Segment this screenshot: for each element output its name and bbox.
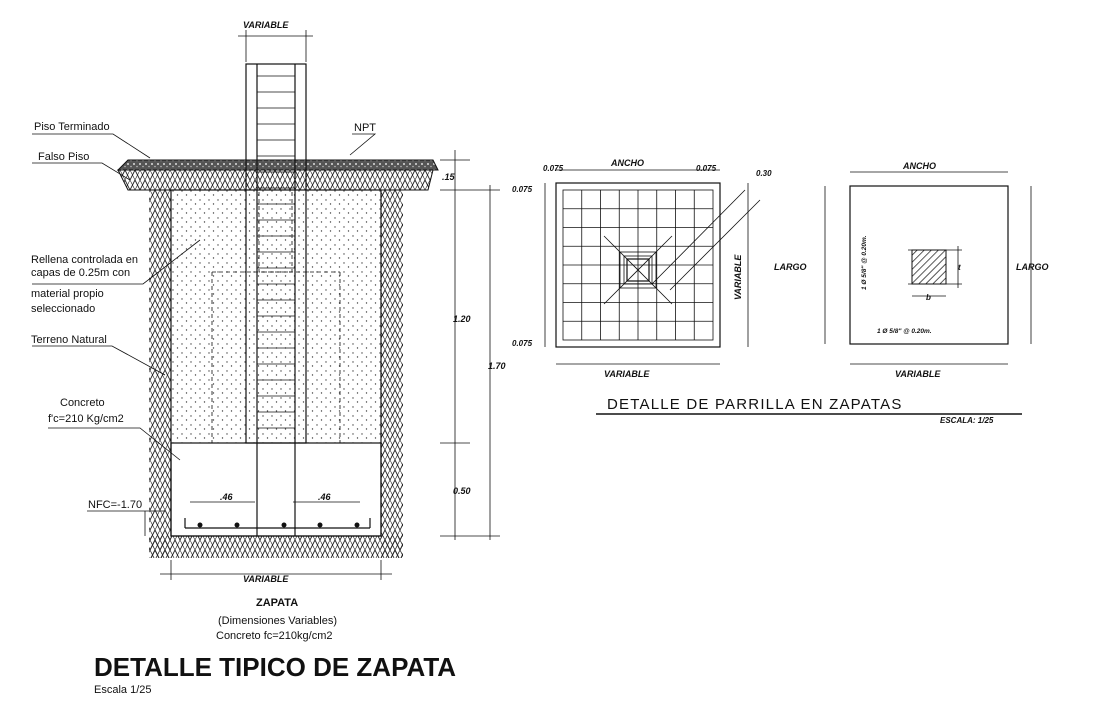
grid-variable-right: VARIABLE <box>733 254 743 300</box>
label-relleno-4: seleccionado <box>31 303 96 315</box>
grid-dim-0075-l2: 0.075 <box>512 339 533 348</box>
main-scale: Escala 1/25 <box>94 684 152 696</box>
dim-b: b <box>926 293 931 302</box>
rebar-grid <box>563 190 713 340</box>
grid-dim-0075-l1: 0.075 <box>512 185 533 194</box>
footing-bars-horizontal: 1 Ø 5/8" @ 0.20m. <box>877 328 932 335</box>
dim-015: .15 <box>442 172 455 182</box>
dim-170: 1.70 <box>488 361 506 371</box>
label-npt: NPT <box>354 122 376 134</box>
dim-bar-left: .46 <box>220 492 233 502</box>
grid-plan <box>512 158 772 379</box>
caption-line1: (Dimensiones Variables) <box>218 615 338 627</box>
label-relleno-3: material propio <box>31 288 104 300</box>
concrete-footing <box>171 443 381 536</box>
footing-variable-bottom: VARIABLE <box>895 369 941 379</box>
falso-piso-slab <box>118 170 433 190</box>
soil-left <box>149 190 171 558</box>
label-relleno-1: Rellena controlada en <box>31 254 139 266</box>
dim-050: 0.50 <box>453 486 471 496</box>
dim-bar-right: .46 <box>318 492 331 502</box>
dim-t: t <box>958 263 961 272</box>
grid-dim-0075-tl: 0.075 <box>543 164 564 173</box>
grid-detail-scale: ESCALA: 1/25 <box>940 416 994 425</box>
dim-bottom-variable: VARIABLE <box>243 574 289 584</box>
footing-plan <box>774 161 1049 379</box>
grid-detail-title: DETALLE DE PARRILLA EN ZAPATAS <box>607 396 903 413</box>
column-section-hatched <box>912 250 946 284</box>
footing-ancho: ANCHO <box>903 161 936 171</box>
piso-terminado-slab <box>118 160 438 170</box>
footing-bars-vertical: 1 Ø 5/8" @ 0.20m. <box>861 235 868 290</box>
footing-largo-left: LARGO <box>774 262 807 272</box>
grid-variable-bottom: VARIABLE <box>604 369 650 379</box>
label-nfc: NFC=-1.70 <box>88 499 143 511</box>
grid-dim-0075-tr: 0.075 <box>696 164 717 173</box>
caption-zapata: ZAPATA <box>256 597 299 609</box>
label-falso-piso: Falso Piso <box>38 151 90 163</box>
soil-right <box>381 190 403 558</box>
label-relleno-2: capas de 0.25m con <box>31 267 131 279</box>
controlled-fill <box>171 190 381 443</box>
footing-largo-right: LARGO <box>1016 262 1049 272</box>
grid-ancho: ANCHO <box>611 158 644 168</box>
soil-bottom <box>149 536 403 558</box>
caption-line2: Concreto fc=210kg/cm2 <box>216 630 333 642</box>
dim-120: 1.20 <box>453 314 471 324</box>
label-concreto: Concreto <box>60 397 105 409</box>
main-title: DETALLE TIPICO DE ZAPATA <box>94 652 457 682</box>
footing-section <box>31 20 506 642</box>
label-piso-terminado: Piso Terminado <box>34 121 110 133</box>
label-terreno-natural: Terreno Natural <box>31 334 107 346</box>
rebar-dots <box>198 523 360 528</box>
dim-top-variable: VARIABLE <box>243 20 289 30</box>
grid-dim-030: 0.30 <box>756 169 772 178</box>
label-fc: f'c=210 Kg/cm2 <box>48 413 124 425</box>
